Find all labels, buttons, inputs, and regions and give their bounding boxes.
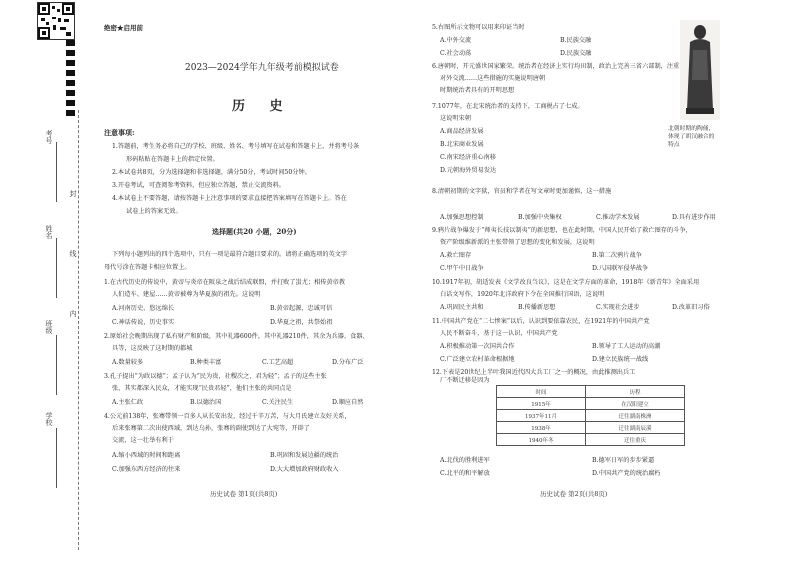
photo-caption: 特点 (668, 142, 680, 148)
question-6-cont: 对外交流……这些措施的实施说明唐朝 (440, 75, 546, 82)
option[interactable]: B.种类丰富 (190, 359, 222, 366)
section-heading: 选择题(共20 小题，20分) (212, 227, 297, 236)
option[interactable]: A.数量较多 (112, 359, 144, 366)
section-intro: 母代号涂在答题卡相应位置上。 (104, 264, 191, 271)
option[interactable]: A.积极推动第一次国共合作 (440, 343, 515, 350)
table-cell: 在汉阳建立 (586, 398, 685, 410)
option[interactable]: C.甲午中日战争 (440, 265, 484, 272)
option[interactable]: A.主张仁政 (112, 399, 144, 406)
question-4-cont: 后来张骞第二次出使西域，到达乌孙，张骞的副使到达了大宛等，开辟了 (112, 425, 310, 432)
option[interactable]: C.推动学术发展 (596, 214, 640, 221)
table-cell: 1937年11月 (497, 410, 586, 422)
bind-word: 内 (69, 310, 77, 317)
subject-title: 历 史 (232, 99, 293, 114)
question-2: 2.原始社会晚期出现了私有财产和阶级，其中礼器600件，其中礼器210件，其余为兵器、食器、 (104, 333, 369, 340)
page-footer-right: 历史试卷 第2页(共8页) (540, 490, 608, 498)
table-row (497, 410, 685, 422)
option[interactable]: C.广泛建立农村革命根据地 (440, 356, 515, 363)
table-cell: 1915年 (497, 398, 586, 410)
question-1: 1.在古代历史的传说中，黄帝与炎帝在阪泉之战后结成联盟，并打败了蚩尤；相传黄帝教 (104, 279, 346, 286)
option[interactable]: D.八国联军侵华战争 (592, 265, 649, 272)
question-6: 6.唐朝时，开元盛世国家繁荣。统治者在经济上实行均田制，政治上完善三省六部制，注重 (432, 63, 680, 70)
option[interactable]: B.传播新思想 (518, 304, 556, 311)
option[interactable]: B.民族交融 (560, 37, 592, 44)
question-10: 10.1917年初，胡适发表《文学改良刍议》，这是在文学方面的革命，1918年《新青年》全面采用 (432, 279, 700, 286)
table-cell: 1940年冬 (497, 434, 586, 446)
name-field[interactable] (56, 238, 57, 298)
option[interactable]: D.大大增加政府财政收入 (270, 466, 339, 473)
option[interactable]: C.工艺高超 (262, 359, 294, 366)
option[interactable]: B.加强中央集权 (518, 214, 562, 221)
question-7-cont: 这说明宋朝 (440, 115, 471, 122)
history-table (496, 385, 685, 446)
option[interactable]: C.实现社会进步 (596, 304, 640, 311)
school-label: 学校 (45, 412, 53, 426)
question-4: 4.公元前138年，张骞带领一百多人从长安出发，经过千辛万苦，与大月氏建立友好关系， (104, 413, 351, 420)
qr-code (37, 2, 75, 40)
option[interactable]: D.民族交融 (560, 50, 592, 57)
table-cell: 迁往湖南株洲 (586, 410, 685, 422)
option[interactable]: B.德军日军的步步紧逼 (592, 457, 655, 464)
option[interactable]: D.改革旧习俗 (672, 304, 710, 311)
class-field[interactable] (56, 335, 57, 395)
option[interactable]: A.巩固民主共和 (440, 304, 484, 311)
table-row (497, 422, 685, 434)
notice-line: 2.本试卷共8页，分为选择题和非选择题，满分50分，考试时间50分钟。 (112, 169, 311, 176)
option[interactable]: A.救亡图存 (440, 252, 472, 259)
option[interactable]: D.元朝海外贸易发达 (440, 167, 497, 174)
option[interactable]: C.加强东西方经济的往来 (112, 466, 181, 473)
table-row (497, 398, 685, 410)
question-12-cont: 厂不断迁移是因为 (440, 377, 490, 384)
option[interactable]: B.领导了工人运动的高潮 (592, 343, 661, 350)
option[interactable]: D.具有进步作用 (672, 214, 716, 221)
option[interactable]: B.巩固和发展边疆的统治 (270, 452, 339, 459)
examinee-number-field[interactable] (56, 142, 57, 202)
question-5: 5.右图所示文物可以用来印证当时 (432, 24, 525, 31)
question-11-cont: 人民不断奋斗，基于这一认识，中国共产党 (440, 330, 558, 337)
question-6-cont: 时期统治者具有的开明思想 (440, 87, 515, 94)
option[interactable]: B.以德治国 (190, 399, 222, 406)
option[interactable]: A.北伐的胜利进军 (440, 457, 490, 464)
option[interactable]: D.顺应自然 (332, 399, 364, 406)
option[interactable]: C.关注民生 (262, 399, 294, 406)
option[interactable]: B.第二次鸦片战争 (592, 252, 642, 259)
option[interactable]: C.南宋经济重心南移 (440, 154, 496, 161)
option[interactable]: D.分布广泛 (332, 359, 364, 366)
photo-caption: 体现了胡汉融合的 (668, 134, 715, 140)
name-label: 姓名 (45, 225, 53, 239)
photo-caption: 北朝时期的陶俑， (668, 126, 715, 132)
notice-line: 1.答题前，考生务必将自己的学校、班级、姓名、考号填写在试卷和答题卡上，并将考号条 (112, 143, 360, 150)
examinee-number-label: 考号 (45, 130, 53, 144)
question-4-cont: 交流，这一壮举有利于 (112, 437, 174, 444)
binding-strip (66, 40, 75, 550)
confidential-mark: 绝密★启用前 (104, 24, 143, 32)
option[interactable]: D.建立民族统一战线 (592, 356, 649, 363)
table-cell: 迁往湖南辰溪 (586, 422, 685, 434)
question-9: 9.鸦片战争爆发于“师夷长技以制夷”的新思想，也在此时期，中国人民开始了救亡图存的斗争， (432, 227, 692, 234)
option[interactable]: C.社会动荡 (440, 50, 472, 57)
table-cell: 1938年 (497, 422, 586, 434)
option[interactable]: A.加强思想控制 (440, 214, 484, 221)
option[interactable]: B.黄帝起源，忠诚可信 (270, 305, 333, 312)
class-label: 班级 (45, 320, 53, 334)
question-12: 12.下表是20世纪上半叶我国近代四大兵工厂之一的概况，由此推测出兵工 (432, 369, 636, 376)
page-footer-left: 历史试卷 第1页(共8页) (210, 490, 278, 498)
question-10-cont: 白话文写作，1920年北洋政府下令在全国推行国语，这说明 (440, 291, 605, 298)
option[interactable]: A.缩小西域的时间和距离 (112, 452, 181, 459)
option[interactable]: B.北宋商业发展 (440, 141, 484, 148)
notice-line: 试卷上的答案无效。 (126, 208, 182, 215)
question-7: 7.1077年，在北宋统治者的支持下，工商税占了七成。 (432, 103, 584, 110)
question-8: 8.清朝初期的文字狱，官员和学者在写文章时更加谨慎，这一措施 (432, 188, 612, 195)
option[interactable]: D.华夏之祖，共祭始祖 (270, 319, 333, 326)
option[interactable]: A.河南历史，悠远绵长 (112, 305, 175, 312)
notice-line: 3.开卷考试，可查阅参考资料，但应独立答题，禁止交流资料。 (112, 182, 285, 189)
question-2-cont: 具等，这反映了这时期的都城 (112, 345, 193, 352)
option[interactable]: C.北平的和平解放 (440, 470, 490, 477)
notice-line: 形码粘贴在答题卡上的指定位置。 (126, 156, 219, 163)
table-header: 历程 (586, 386, 685, 398)
notice-line: 4.本试卷上不要答题，请按答题卡上注意事项的要求直接把答案填写在答题卡上。答在 (112, 195, 347, 202)
question-3-cont: 张，其实都深入民众，才能实现“民贵君轻”，他们主张的共同点是 (112, 385, 292, 392)
option[interactable]: C.神话传说，历史事实 (112, 319, 175, 326)
option[interactable]: A.中外交流 (440, 37, 472, 44)
notice-heading: 注意事项: (104, 128, 135, 137)
table-row (497, 434, 685, 446)
option[interactable]: A.商品经济发展 (440, 128, 484, 135)
table-cell: 迁往重庆 (586, 434, 685, 446)
binding-line (78, 110, 79, 550)
bind-word: 线 (69, 250, 77, 257)
bind-word: 封 (69, 190, 77, 197)
pottery-figurine-image (680, 20, 720, 120)
question-11: 11.中国共产党在“二七惨案”以后，认识到要依靠农民，在1921年的中国共产党 (432, 318, 650, 325)
section-intro: 下列每小题列出的四个选项中，只有一项是最符合题目要求的。请将正确选项的英文字 (112, 251, 348, 258)
school-field[interactable] (56, 428, 57, 488)
question-1-cont: 人们造车、建屋……黄帝被尊为华夏族的祖先。这说明 (112, 291, 261, 298)
question-3: 3.孔子提出“为政以德”；孟子认为“民为贵，社稷次之，君为轻”；孟子的这些主张 (104, 373, 327, 380)
table-header: 时间 (497, 386, 586, 398)
question-9-cont: 资产阶级维新派的主张带领了思想的变化和发展，这说明 (440, 239, 595, 246)
page-title: 2023—2024学年九年级考前模拟试卷 (185, 63, 339, 73)
option[interactable]: D.中国共产党的统治腐朽 (592, 470, 661, 477)
